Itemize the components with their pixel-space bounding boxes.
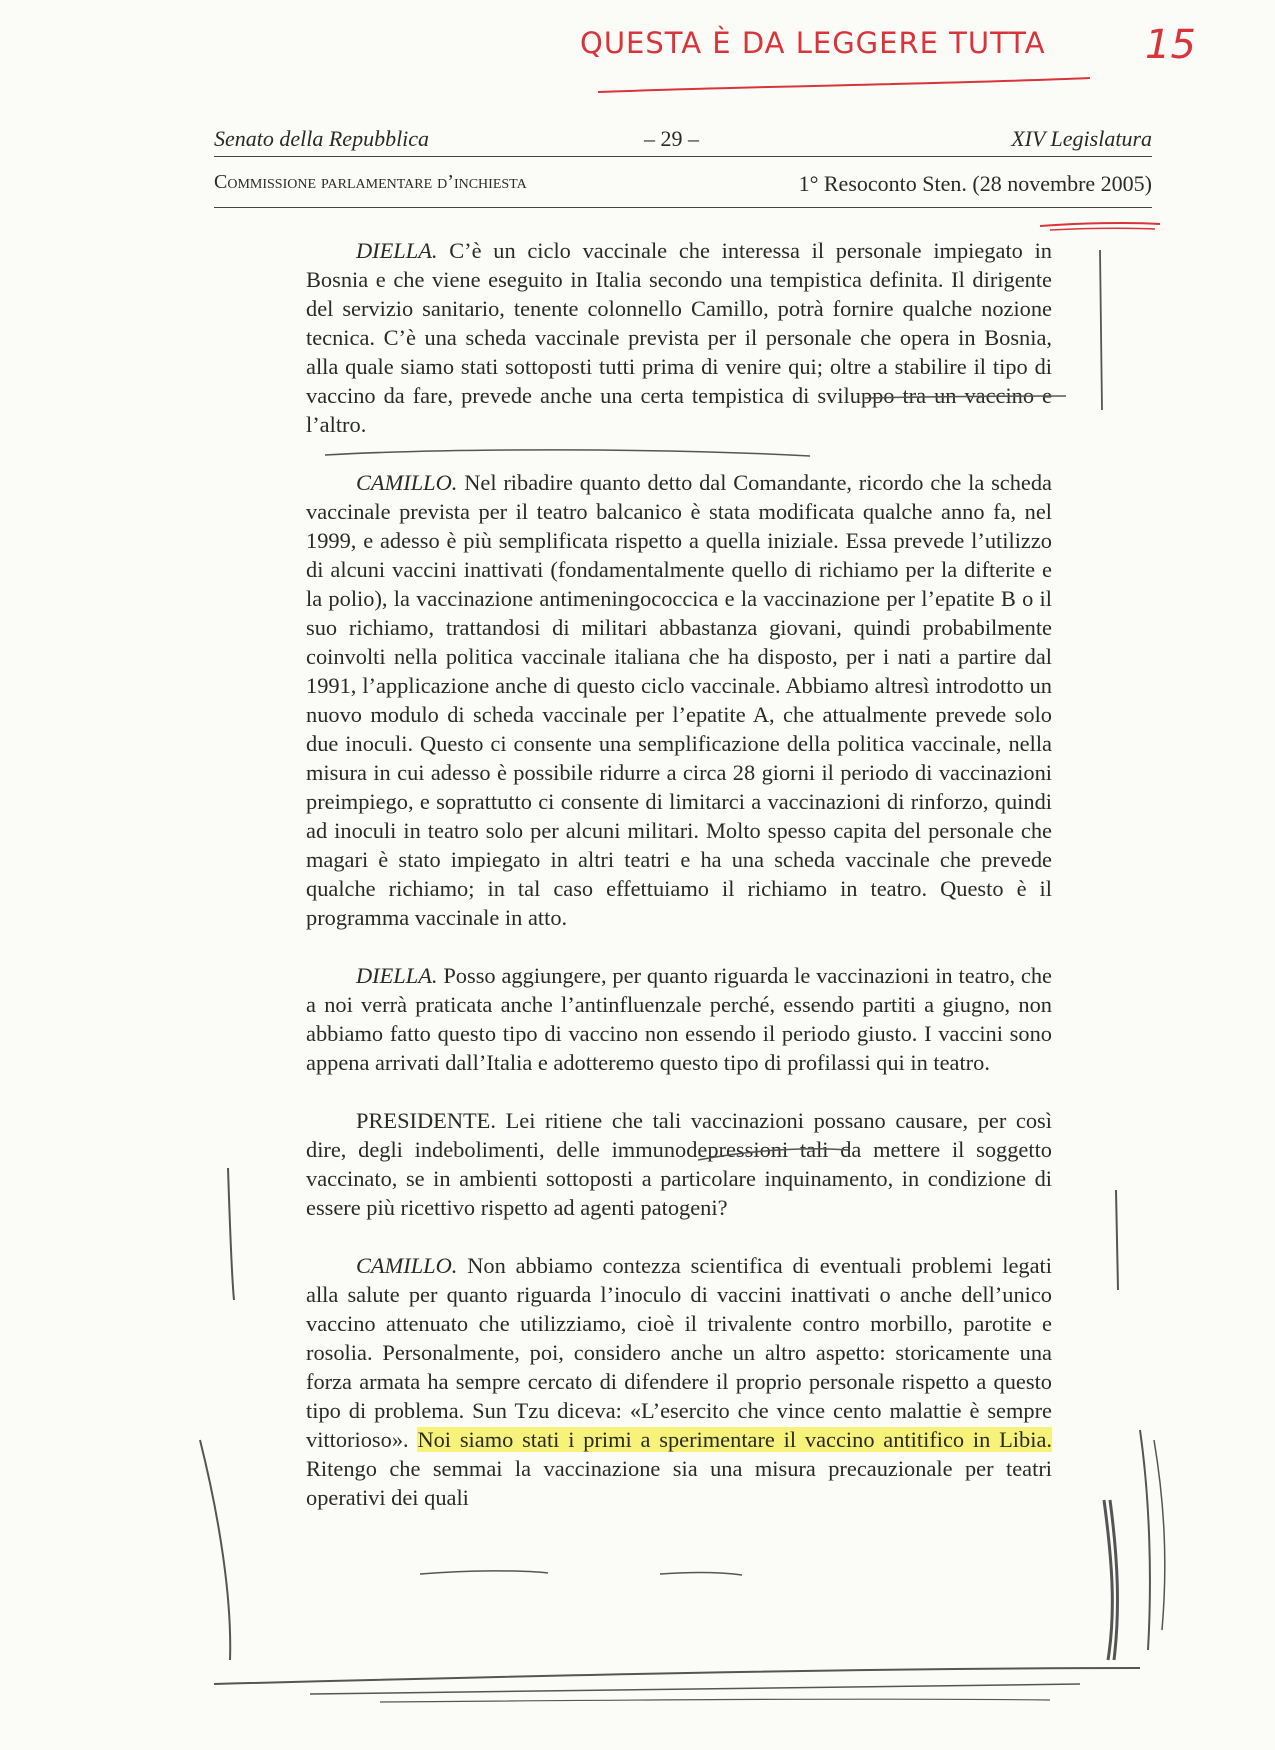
red-underline-top: [598, 78, 1090, 92]
header-report: 1° Resoconto Sten. (28 novembre 2005): [798, 171, 1152, 196]
speaker-name: PRESIDENTE.: [356, 1108, 496, 1133]
paragraph-text: Posso aggiungere, per quanto riguarda le vaccinazioni in teatro, che a noi verrà praticata anche l’antinfluenzale perché, essendo partiti a giugno, non abbiamo fatto questo tipo di vaccino non essendo il periodo giusto. I vaccini sono appena arrivati dall’Italia e adotteremo questo tipo di profilassi qui in teatro.: [306, 963, 1052, 1075]
pencil-bar-right-2: [1116, 1190, 1118, 1290]
header-legislature: XIV Legislatura: [1011, 126, 1152, 151]
pencil-scribble: [1104, 1500, 1117, 1660]
speaker-name: CAMILLO.: [356, 1253, 458, 1278]
header-commission: Commissione parlamentare d’inchiesta: [214, 171, 527, 193]
highlighted-sentence: Noi siamo stati i primi a sperimentare il vaccino antitifico in Libia.: [417, 1427, 1052, 1452]
paragraph-text: Lei ritiene che tali vaccinazioni possano causare, per così dire, degli indebolimenti, delle immunodepressioni tali da mettere il soggetto vaccinato, se in ambienti sottoposti a particolare inquinamento, in condizione di essere più ricettivo rispetto ad agenti patogeni?: [306, 1108, 1052, 1220]
pencil-bar-left-1: [228, 1168, 234, 1300]
paragraph-text: Non abbiamo contezza scientifica di eventuali problemi legati alla salute per quanto riguarda l’inoculo di vaccini inattivati o anche dell’unico vaccino attenuato che utilizziamo, cioè il trivalente contro morbillo, parotite e rosolia. Personalmente, poi, considero anche un altro aspetto: storicamente una forza armata ha sempre cercato di difendere il proprio personale rispetto a questo tipo di problema. Sun Tzu diceva: «L’esercito che vince cento malattie è sempre vittorioso».: [306, 1253, 1052, 1452]
handwritten-note: QUESTA È DA LEGGERE TUTTA: [580, 26, 1046, 60]
pencil-underline-1: [865, 396, 1066, 398]
pencil-underline-antitifico: [420, 1571, 742, 1575]
pencil-underline-2: [325, 450, 810, 456]
pencil-bracket-right: [1140, 1430, 1150, 1650]
paragraph-tail: Ritengo che semmai la vaccinazione sia una misura precauzionale per teatri operativi dei quali: [306, 1456, 1052, 1510]
speaker-name: DIELLA.: [356, 238, 438, 263]
header-senate: Senato della Repubblica: [214, 126, 430, 151]
pencil-bracket-left: [200, 1440, 230, 1660]
paragraph-text: Nel ribadire quanto detto dal Comandante, ricordo che la scheda vaccinale prevista per il teatro balcanico è stata modificata qualche anno fa, nel 1999, e adesso è più semplificata rispetto a quella iniziale. Essa prevede l’utilizzo di alcuni vaccini inattivati (fondamentalmente quello di richiamo per la difterite e la polio), la vaccinazione antimeningococcica e la vaccinazione per l’epatite B o il suo richiamo, trattandosi di militari abbastanza giovani, quindi probabilmente coinvolti nella politica vaccinale italiana che ha disposto, per i nati a partire dal 1991, l’applicazione anche di questo ciclo vaccinale. Abbiamo altresì introdotto un nuovo modulo di scheda vaccinale per l’epatite A, che attualmente prevede solo due inoculi. Questo ci consente una semplificazione della politica vaccinale, nella misura in cui adesso è possibile ridurre a circa 28 giorni il periodo di vaccinazioni preimpiego, e soprattutto ci consente di limitarci a vaccinazioni di rinforzo, quindi ad inoculi in teatro solo per alcuni militari. Molto spesso capita del personale che magari è stato impiegato in altri teatri e ha una scheda vaccinale che prevede qualche richiamo; in tal caso effettuiamo il richiamo in teatro. Questo è il programma vaccinale in atto.: [306, 470, 1052, 930]
paragraph-text: C’è un ciclo vaccinale che interessa il personale impiegato in Bosnia e che viene eseguito in Italia secondo una tempistica definita. Il dirigente del servizio sanitario, tenente colonnello Camillo, potrà fornire qualche nozione tecnica. C’è una scheda vaccinale prevista per il personale che opera in Bosnia, alla quale siamo stati sottoposti tutti prima di venire qui; oltre a stabilire il tipo di vaccino da fare, prevede anche una certa tempistica di sviluppo tra un vaccino e l’altro.: [306, 238, 1052, 437]
handwritten-page-mark: 15: [1145, 22, 1196, 68]
red-underline-header: [1040, 223, 1160, 226]
pencil-bar-right-1: [1100, 250, 1102, 410]
speaker-name: CAMILLO.: [356, 470, 458, 495]
pencil-bottom-line: [214, 1668, 1140, 1684]
speaker-name: DIELLA.: [356, 963, 438, 988]
header-page-number: – 29 –: [644, 126, 699, 151]
pencil-underline-3: [698, 1149, 848, 1160]
